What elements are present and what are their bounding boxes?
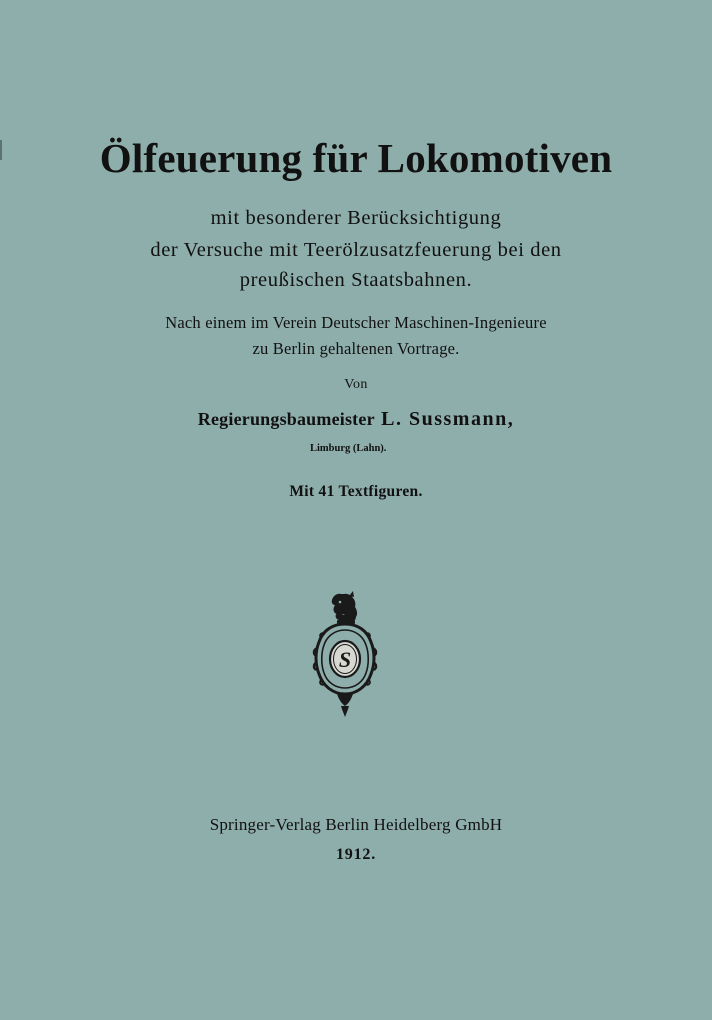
author-rank: Regierungsbaumeister [197,409,375,429]
author-line [0,409,712,429]
book-title: Ölfeuerung für Lokomotiven [99,135,613,181]
author-name: L. Sussmann, [381,408,515,430]
by-label: Von [344,377,368,392]
figures-note: Mit 41 Textfiguren. [289,483,423,500]
publisher: Springer-Verlag Berlin Heidelberg GmbH [209,815,503,834]
subtitle-line-1: mit besonderer Berücksichtigung [210,207,502,229]
author-place: Limburg (Lahn). [310,443,387,454]
lecture-note-line-2: zu Berlin gehaltenen Vortrage. [252,339,460,358]
publication-year: 1912. [336,846,376,863]
subtitle-line-3: preußischen Staatsbahnen. [239,269,473,291]
subtitle-line-2: der Versuche mit Teerölzusatzfeuerung bei den [150,239,562,261]
lecture-note-line-1: Nach einem im Verein Deutscher Maschinen-Ingenieure [165,313,547,332]
springer-horse-seal-icon [311,590,379,718]
seal-monogram: S [338,647,352,672]
